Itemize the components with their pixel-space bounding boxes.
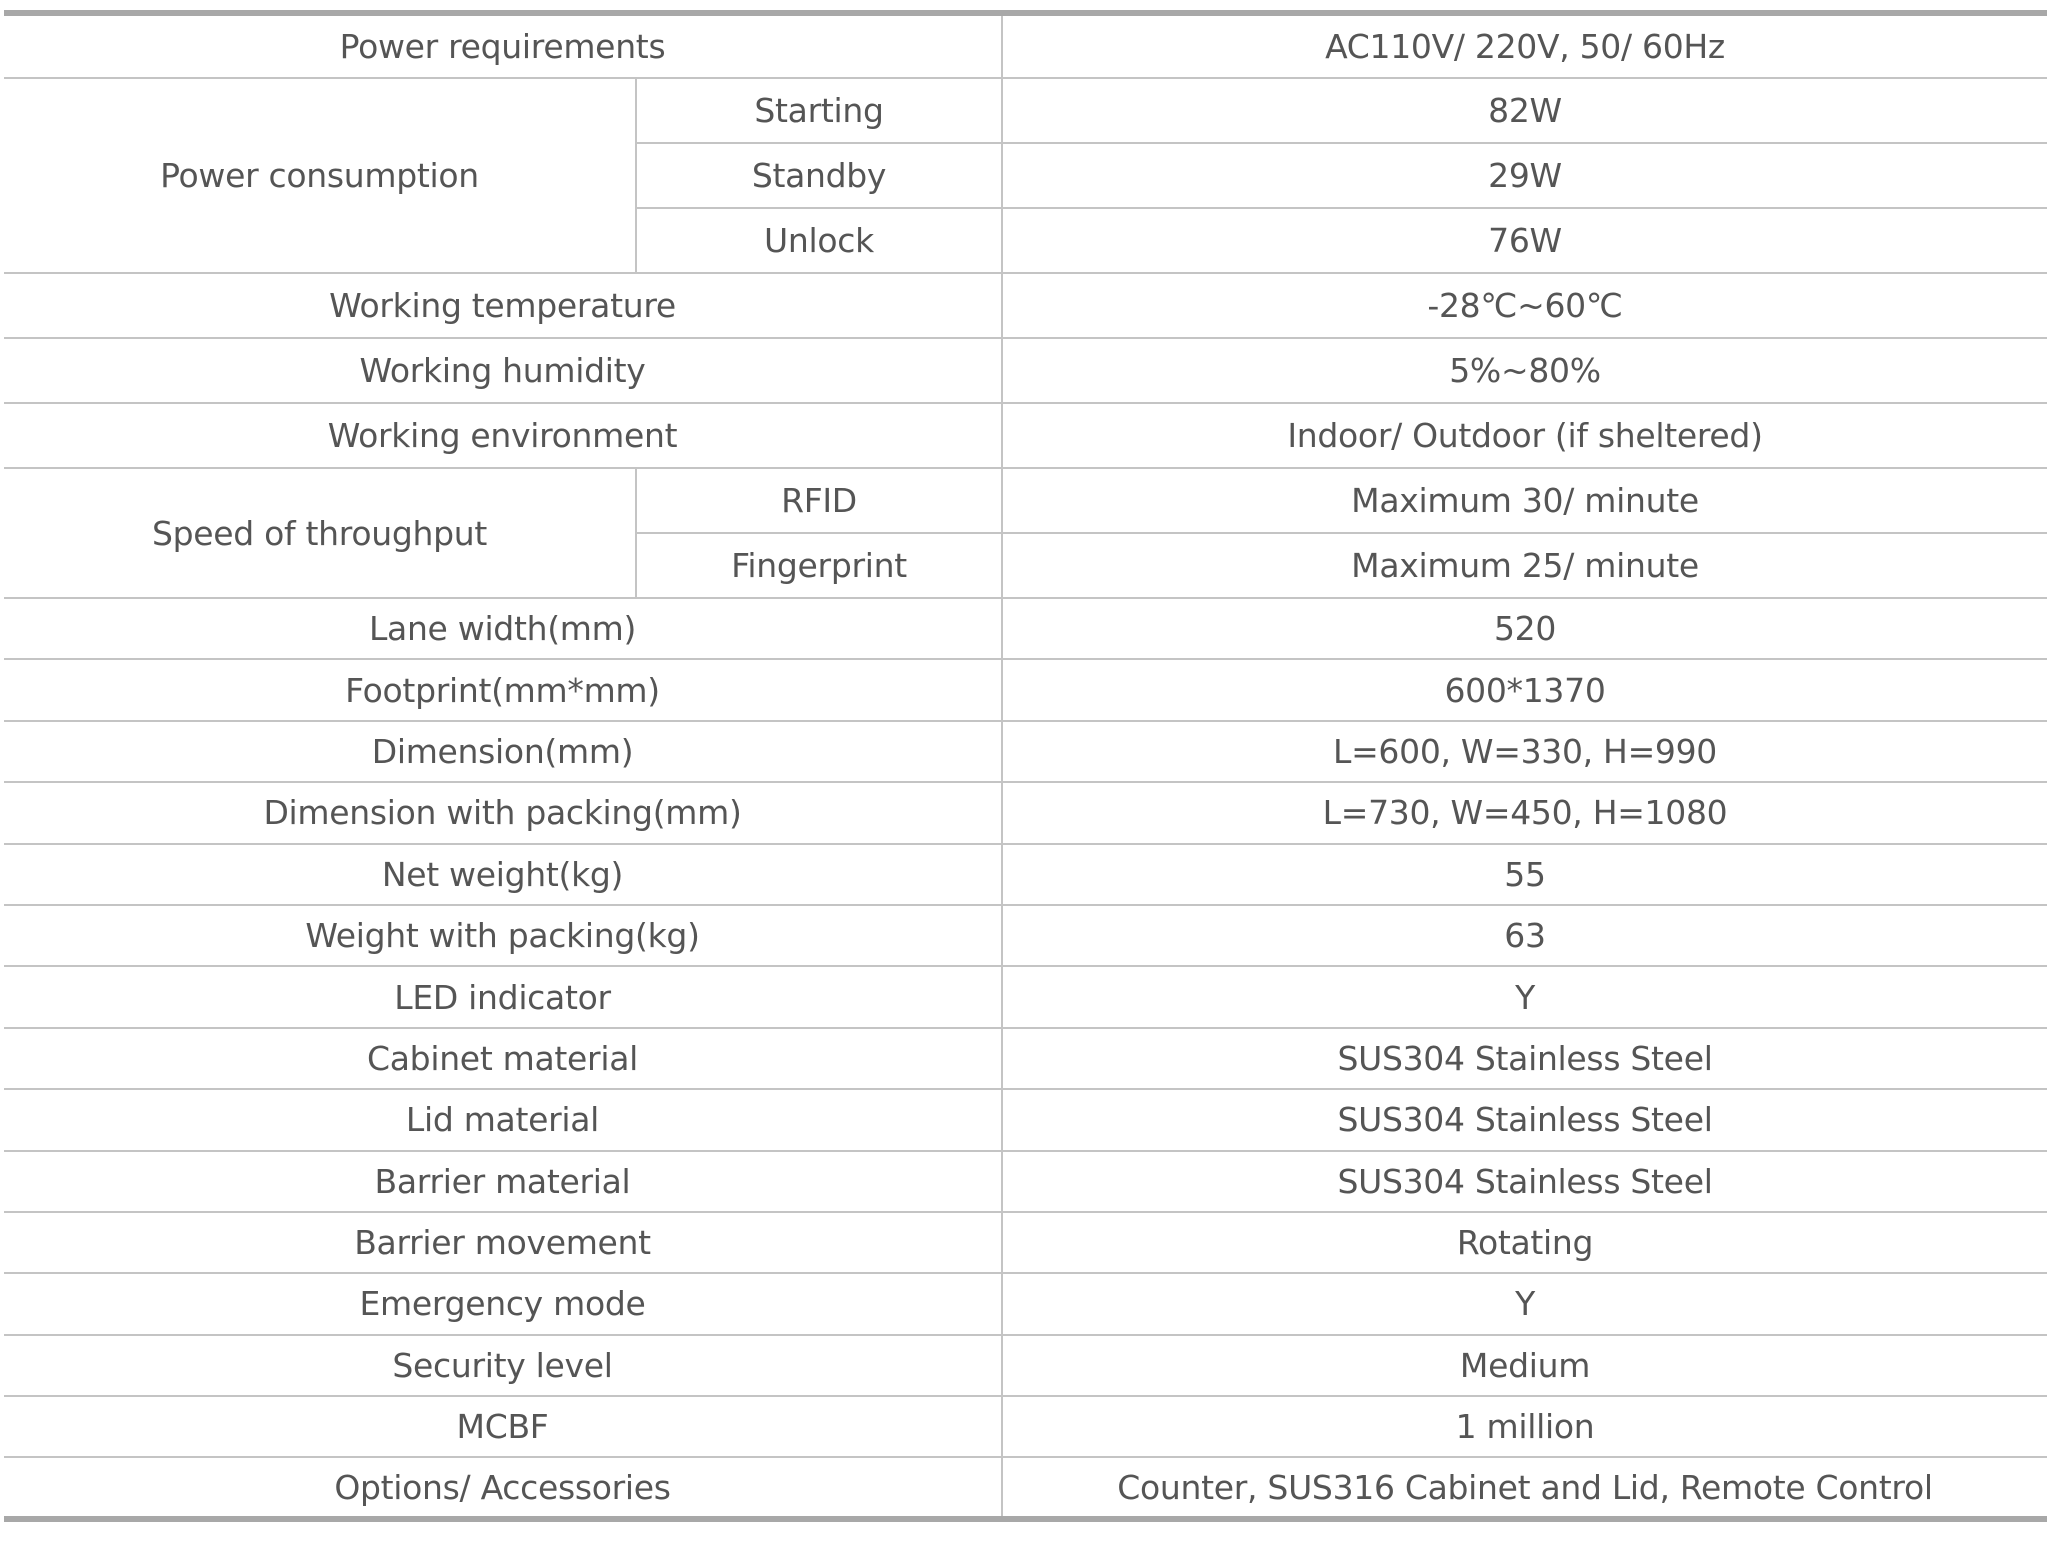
table-row <box>4 1273 2047 1334</box>
spec-value: 63 <box>1002 905 2047 966</box>
spec-label: Footprint(mm*mm) <box>4 659 1002 720</box>
spec-sub-label: RFID <box>636 468 1002 533</box>
spec-value: 520 <box>1002 598 2047 659</box>
spec-label: Security level <box>4 1335 1002 1396</box>
spec-value: AC110V/ 220V, 50/ 60Hz <box>1002 13 2047 78</box>
spec-label: Cabinet material <box>4 1028 1002 1089</box>
spec-group-label: Speed of throughput <box>4 468 636 598</box>
spec-label: Options/ Accessories <box>334 1467 671 1507</box>
spec-value: 29W <box>1002 143 2047 208</box>
spec-label: Barrier movement <box>4 1212 1002 1273</box>
spec-label: Barrier material <box>4 1151 1002 1212</box>
spec-label: Power requirements <box>4 13 1002 78</box>
spec-label: LED indicator <box>4 966 1002 1027</box>
table-row <box>4 1396 2047 1457</box>
spec-sub-label: Starting <box>636 78 1002 143</box>
table-row <box>4 782 2047 843</box>
spec-value: 1 million <box>1002 1396 2047 1457</box>
spec-label: Lane width(mm) <box>4 598 1002 659</box>
spec-label: Weight with packing(kg) <box>4 905 1002 966</box>
spec-label: MCBF <box>4 1396 1002 1457</box>
table-row <box>4 598 2047 659</box>
spec-value: Indoor/ Outdoor (if sheltered) <box>1002 403 2047 468</box>
spec-value: 5%~80% <box>1002 338 2047 403</box>
spec-value: Y <box>1002 966 2047 1027</box>
spec-sub-label: Fingerprint <box>636 533 1002 598</box>
table-row <box>4 13 2047 78</box>
spec-label: Working environment <box>4 403 1002 468</box>
spec-value: SUS304 Stainless Steel <box>1002 1028 2047 1089</box>
spec-label: Dimension(mm) <box>4 721 1002 782</box>
table-row <box>4 1457 2047 1518</box>
spec-value: L=600, W=330, H=990 <box>1002 721 2047 782</box>
spec-value: 76W <box>1002 208 2047 273</box>
spec-value: -28℃~60℃ <box>1002 273 2047 338</box>
spec-label: Working temperature <box>4 273 1002 338</box>
spec-label: Lid material <box>4 1089 1002 1150</box>
spec-label: Net weight(kg) <box>4 844 1002 905</box>
table-row <box>4 1335 2047 1396</box>
spec-value: 55 <box>1002 844 2047 905</box>
spec-value: Rotating <box>1002 1212 2047 1273</box>
spec-value: Y <box>1002 1273 2047 1334</box>
spec-table <box>4 10 2047 1522</box>
table-row <box>4 1151 2047 1212</box>
spec-value: Maximum 30/ minute <box>1002 468 2047 533</box>
spec-value: SUS304 Stainless Steel <box>1002 1151 2047 1212</box>
spec-value: SUS304 Stainless Steel <box>1002 1089 2047 1150</box>
table-row <box>4 659 2047 720</box>
spec-value: Counter, SUS316 Cabinet and Lid, Remote Control <box>1002 1457 2047 1518</box>
table-row <box>4 844 2047 905</box>
table-row <box>4 403 2047 468</box>
table-row <box>4 905 2047 966</box>
table-row <box>4 966 2047 1027</box>
spec-label: Working humidity <box>4 338 1002 403</box>
spec-value: Maximum 25/ minute <box>1002 533 2047 598</box>
spec-value: L=730, W=450, H=1080 <box>1002 782 2047 843</box>
table-row <box>4 1089 2047 1150</box>
spec-value: 82W <box>1002 78 2047 143</box>
table-row <box>4 78 2047 143</box>
spec-group-label: Power consumption <box>4 78 636 273</box>
table-row <box>4 338 2047 403</box>
spec-label: Emergency mode <box>4 1273 1002 1334</box>
table-row <box>4 1212 2047 1273</box>
spec-sub-label: Standby <box>636 143 1002 208</box>
table-row <box>4 721 2047 782</box>
table-row <box>4 1028 2047 1089</box>
spec-label: Dimension with packing(mm) <box>4 782 1002 843</box>
table-row <box>4 468 2047 533</box>
spec-sub-label: Unlock <box>636 208 1002 273</box>
spec-value: 600*1370 <box>1002 659 2047 720</box>
table-row <box>4 273 2047 338</box>
spec-value: Medium <box>1002 1335 2047 1396</box>
